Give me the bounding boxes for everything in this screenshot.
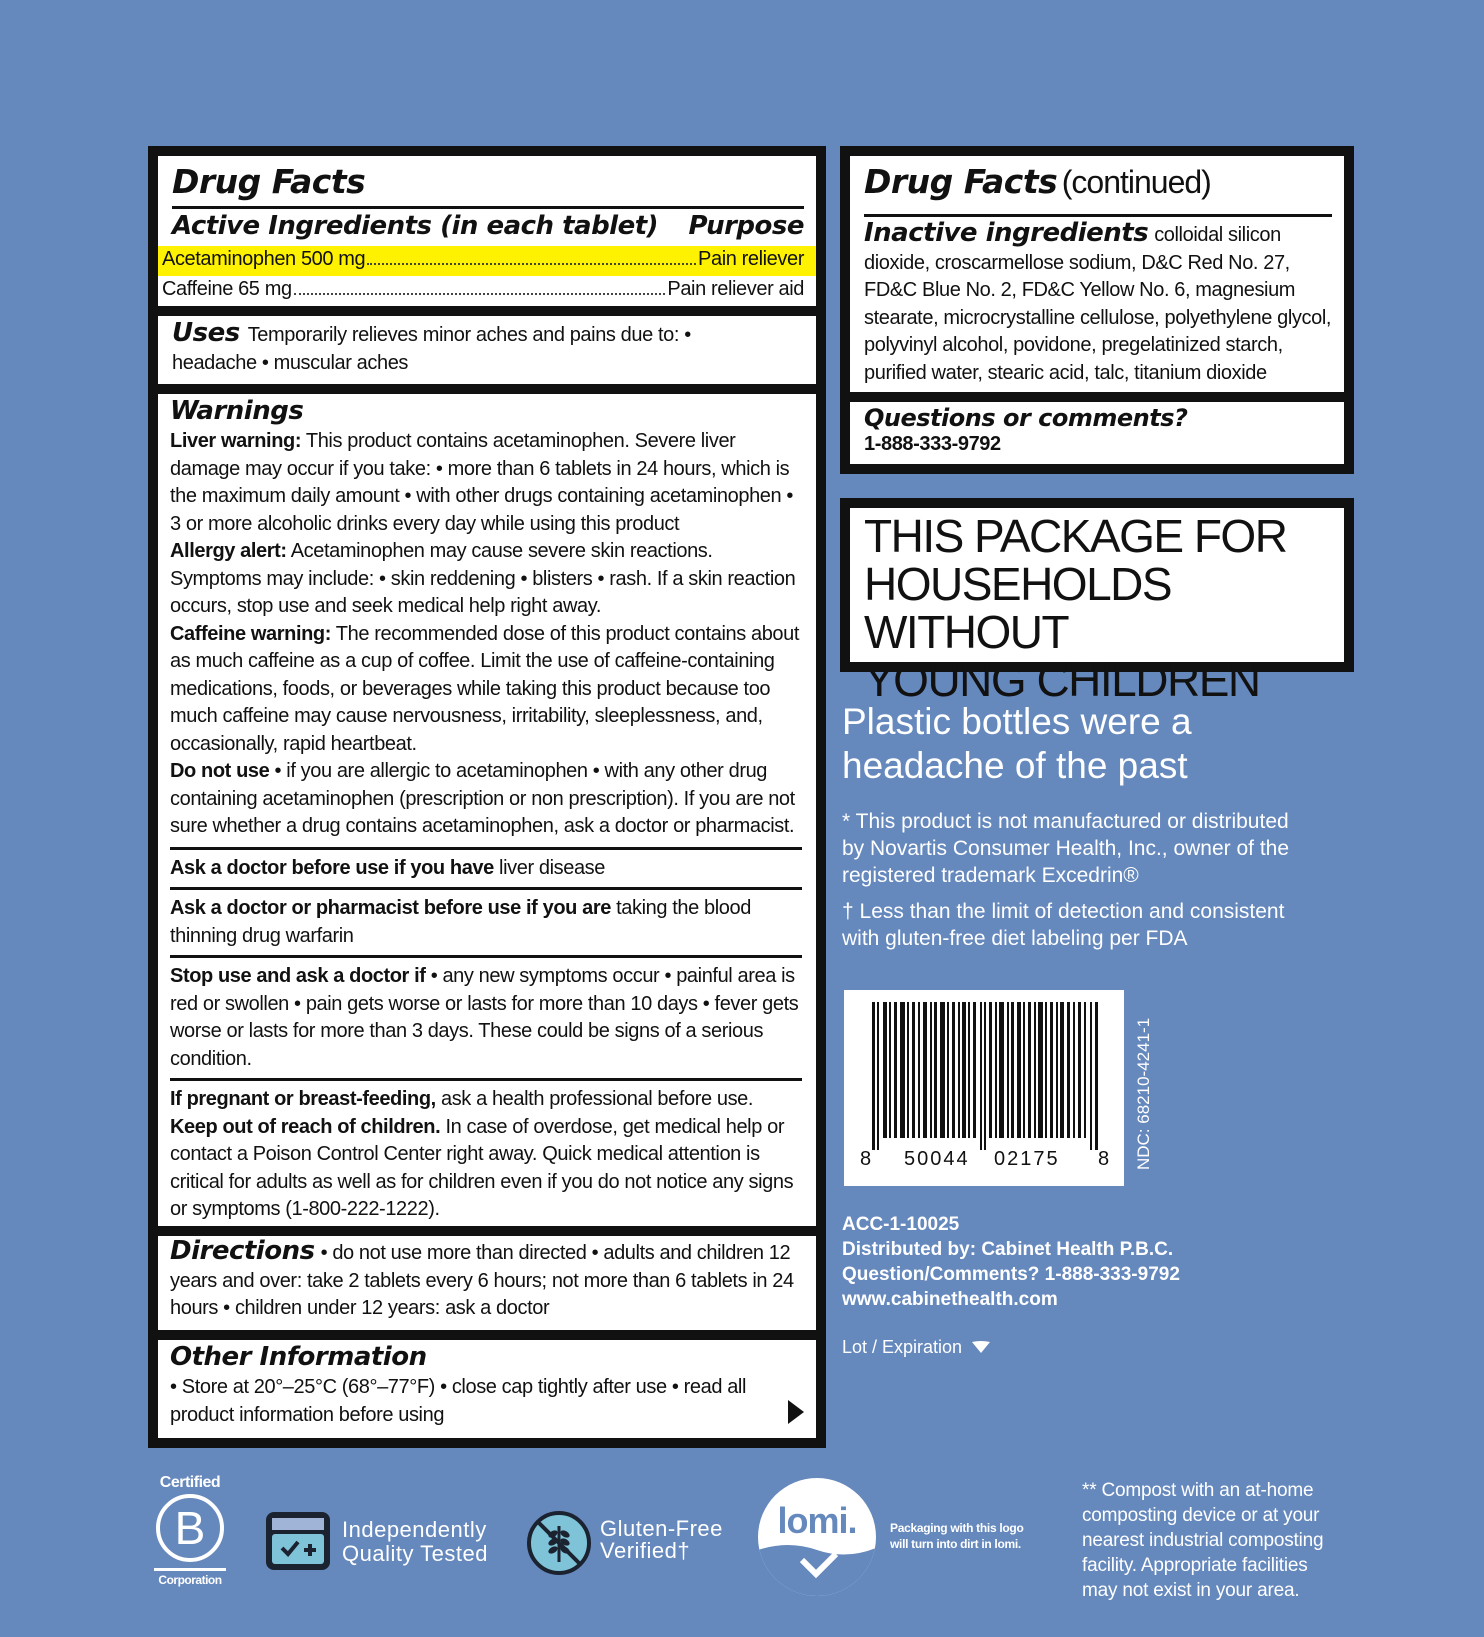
ingredient-name: Acetaminophen 500 mg (162, 248, 366, 270)
barcode (844, 990, 1124, 1186)
warnings-box (158, 394, 816, 1226)
directions-title: Directions (170, 1236, 315, 1266)
footnote-gluten (842, 898, 1284, 952)
distributor-line: ACC-1-10025 (842, 1214, 960, 1235)
bcorp-certified-label: Certified (159, 1474, 221, 1491)
directions-text: • do not use more than directed • adults and children 12 years and over: take 2 tablets every 6 hours; not more than 6 tablets in 24 hours • children under 12 years: ask a doctor (170, 1242, 794, 1319)
lomi-note-line: will turn into dirt in lomi. (890, 1537, 1021, 1551)
active-ingredients-box (158, 156, 816, 306)
compost-line: may not exist in your area. (1082, 1580, 1300, 1601)
questions-box (850, 402, 1344, 464)
lomi-note-line: Packaging with this logo (890, 1521, 1024, 1535)
lomi-logo (758, 1478, 876, 1596)
gluten-free-label (600, 1518, 723, 1562)
barcode-bars (872, 1002, 1098, 1150)
distributor-info (842, 1212, 1180, 1312)
uses-title: Uses (172, 318, 240, 348)
tagline-line: Plastic bottles were a (842, 701, 1192, 742)
lomi-wave-icon (758, 1540, 876, 1596)
liver-warning: Liver warning: This product contains acetaminophen. Severe liver damage may occur if you take: • more than 6 tablets in 24 hours, which is the maximum daily amount • with other drugs containing acetaminophen • 3 or more alcoholic drinks every day while using this product (170, 430, 794, 535)
gluten-free-icon (526, 1510, 592, 1576)
arrow-down-icon (971, 1340, 991, 1354)
barcode-digit: 50044 (904, 1148, 970, 1170)
website-link[interactable]: www.cabinethealth.com (842, 1289, 1058, 1310)
other-information-title: Other Information (170, 1342, 427, 1372)
bcorp-logo (150, 1474, 230, 1587)
compost-line: facility. Appropriate facilities (1082, 1555, 1308, 1576)
package-line: YOUNG CHILDREN (864, 654, 1260, 706)
footnote-trademark (842, 808, 1289, 889)
ingredient-purpose: Pain reliever (698, 248, 804, 270)
allergy-alert: Allergy alert: Acetaminophen may cause severe skin reactions. Symptoms may include: • skin reddening • blisters • rash. If a skin reaction occurs, stop use and seek medical help right away. (170, 540, 796, 617)
warnings-title: Warnings (170, 396, 304, 426)
questions-phone: 1-888-333-9792 (864, 433, 1001, 455)
tagline (842, 700, 1192, 788)
ask-doctor: Ask a doctor before use if you have liver disease (170, 856, 606, 879)
quality-tested-label (342, 1518, 488, 1566)
bcorp-letter: B (174, 1502, 206, 1554)
lot-label: Lot / Expiration (842, 1337, 963, 1357)
barcode-digit: 8 (1098, 1148, 1110, 1170)
other-information-box (158, 1340, 816, 1438)
distributor-line: Question/Comments? 1-888-333-9792 (842, 1264, 1180, 1285)
ingredient-purpose: Pain reliever aid (667, 278, 804, 300)
footnote-line: registered trademark Excedrin® (842, 864, 1139, 887)
uses-box (158, 316, 816, 384)
barcode-digit: 8 (860, 1148, 872, 1170)
caffeine-warning: Caffeine warning: The recommended dose of this product contains about as much caffeine as a cup of coffee. Limit the use of caffeine-containing medications, foods, or beverages while taking this product because too much caffeine may cause nervousness, irritability, sleeplessness, and, occasionally, rapid heartbeat. (170, 622, 800, 755)
directions-box (158, 1236, 816, 1330)
pregnancy-warning: If pregnant or breast-feeding, ask a health professional before use. (170, 1088, 754, 1110)
inactive-ingredients-text: colloidal silicon dioxide, croscarmellose sodium, D&C Red No. 27, FD&C Blue No. 2, FD&C Yellow No. 6, magnesium stearate, microcrystalline cellulose, polyethylene glycol, polyvinyl alcohol, povidone, pregelatinized starch, purified water, stearic acid, talc, titanium dioxide (864, 224, 1332, 384)
compost-note (1082, 1478, 1323, 1603)
quality-line: Independently (342, 1517, 487, 1542)
compost-line: composting device or at your (1082, 1505, 1320, 1526)
ingredient-row-caffeine (158, 276, 816, 304)
ingredient-row-acetaminophen (158, 246, 816, 276)
package-line: THIS PACKAGE FOR (864, 510, 1287, 562)
barcode-digit: 02175 (994, 1148, 1060, 1170)
keep-out-of-reach: Keep out of reach of children. In case of overdose, get medical help or contact a Poison Control Center right away. Quick medical attention is critical for adults as well as for children even if you do not notice any signs or symptoms (1-800-222-1222). (170, 1115, 794, 1220)
other-information-text: • Store at 20°–25°C (68°–77°F) • close cap tightly after use • read all product information before using (170, 1376, 747, 1426)
continued-label: (continued) (1061, 164, 1211, 200)
ingredient-name: Caffeine 65 mg (162, 278, 292, 300)
uses-text: Temporarily relieves minor aches and pains due to: • headache • muscular aches (172, 324, 691, 374)
gluten-line: Verified† (600, 1538, 691, 1563)
continue-arrow-icon (788, 1400, 804, 1424)
drug-facts-title: Drug Facts (172, 162, 366, 201)
footnote-line: * This product is not manufactured or distributed (842, 810, 1289, 833)
active-ingredients-header: Active Ingredients (in each tablet) (172, 211, 659, 241)
bcorp-corporation-label: Corporation (158, 1573, 222, 1587)
inactive-ingredients-box (850, 156, 1344, 392)
lomi-note (890, 1520, 1023, 1552)
ndc-number: NDC: 68210-4241-1 (1134, 1017, 1153, 1170)
inactive-ingredients-title: Inactive ingredients (864, 218, 1149, 248)
compost-line: ** Compost with an at-home (1082, 1480, 1314, 1501)
quality-line: Quality Tested (342, 1541, 489, 1566)
do-not-use: Do not use • if you are allergic to acetaminophen • with any other drug containing acetaminophen (prescription or non prescription). If you are not sure whether a drug contains acetaminophen, ask a doctor or pharmacist. (170, 760, 795, 837)
package-notice (850, 508, 1344, 706)
drug-facts-continued-title: Drug Facts (864, 162, 1058, 201)
distributor-line: Distributed by: Cabinet Health P.B.C. (842, 1239, 1174, 1260)
gluten-line: Gluten-Free (600, 1516, 723, 1541)
footnote-line: by Novartis Consumer Health, Inc., owner of the (842, 837, 1290, 860)
purpose-header: Purpose (688, 211, 804, 241)
footnote-line: † Less than the limit of detection and consistent (842, 900, 1285, 923)
lomi-wordmark: lomi. (777, 1500, 857, 1541)
ask-pharmacist: Ask a doctor or pharmacist before use if you are taking the blood thinning drug warfarin (170, 897, 751, 947)
questions-title: Questions or comments? (864, 404, 1188, 432)
package-line: HOUSEHOLDS WITHOUT (864, 558, 1172, 658)
quality-tested-icon (264, 1510, 332, 1572)
lot-expiration (842, 1337, 991, 1358)
footnote-line: with gluten-free diet labeling per FDA (842, 927, 1188, 950)
compost-line: nearest industrial composting (1082, 1530, 1324, 1551)
stop-use: Stop use and ask a doctor if • any new symptoms occur • painful area is red or swollen • pain gets worse or lasts for more than 10 days • fever gets worse or lasts for more than 3 days. These could be signs of a serious condition. (170, 965, 799, 1070)
tagline-line: headache of the past (842, 745, 1188, 786)
